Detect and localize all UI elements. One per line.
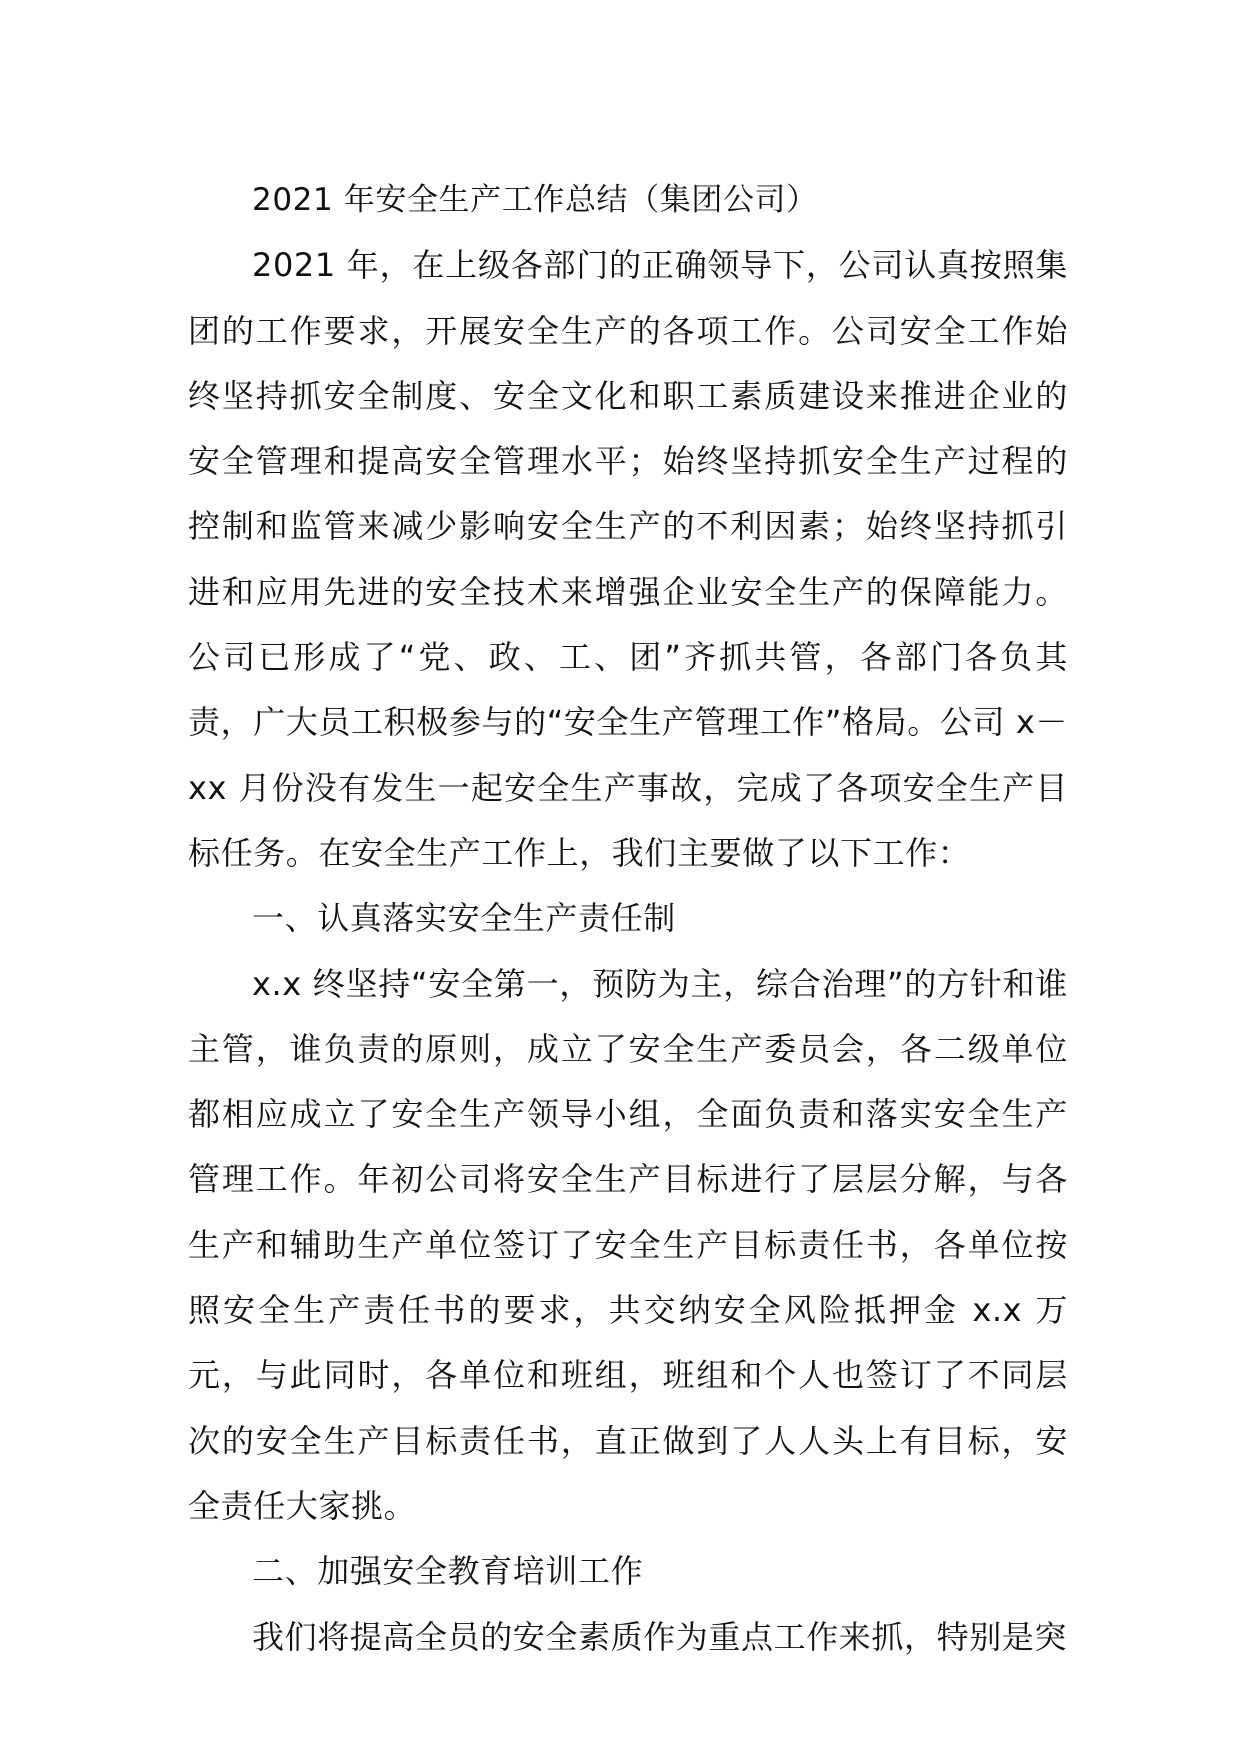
document-body [188,168,1068,1670]
document-title: 2021 年安全生产工作总结（集团公司） [252,182,818,218]
section-2-paragraph: 我们将提高全员的安全素质作为重点工作来抓，特别是突 [252,1617,1068,1656]
section-heading-1: 一、认真落实安全生产责任制 [252,899,676,938]
section-heading-2: 二、加强安全教育培训工作 [252,1552,644,1591]
section-1-paragraph: x.x 终坚持“安全第一，预防为主，综合治理”的方针和谁主管，谁负责的原则，成立了安全生产委员会，各二级单位都相应成立了安全生产领导小组，全面负责和落实安全生产管理工作。年初公司将安全生产目标进行了层层分解，与各生产和辅助生产单位签订了安全生产目标责任书，各单位按照安全生产责任书的要求，共交纳安全风险抵押金 x.x 万元，与此同时，各单位和班组，班组和个人也签订了不同层次的安全生产目标责任书，直正做到了人人头上有目标，安全责任大家挑。 [188,964,1068,1525]
intro-paragraph: 2021 年，在上级各部门的正确领导下，公司认真按照集团的工作要求，开展安全生产的各项工作。公司安全工作始终坚持抓安全制度、安全文化和职工素质建设来推进企业的安全管理和提高安全管理水平；始终坚持抓安全生产过程的控制和监管来减少影响安全生产的不利因素；始终坚持抓引进和应用先进的安全技术来增强企业安全生产的保障能力。公司已形成了“党、政、工、团”齐抓共管，各部门各负其责，广大员工积极参与的“安全生产管理工作”格局。公司 x－xx 月份没有发生一起安全生产事故，完成了各项安全生产目标任务。在安全生产工作上，我们主要做了以下工作： [188,246,1068,872]
